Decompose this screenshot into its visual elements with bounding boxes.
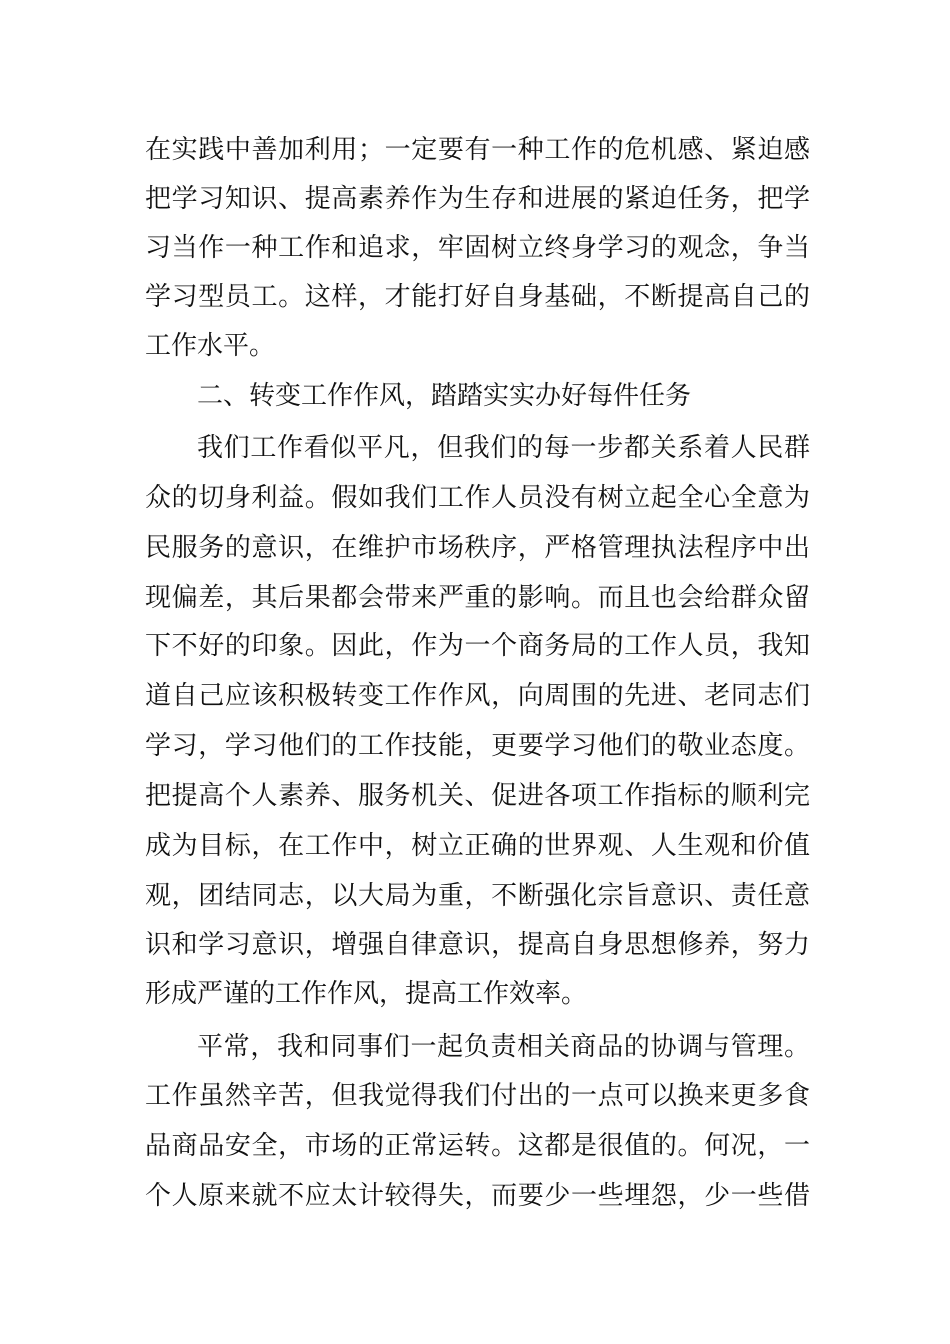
paragraph-3-line-3: 品商品安全，市场的正常运转。这都是很值的。何况，一 [145,1131,810,1161]
paragraph-2-line-5: 下不好的印象。因此，作为一个商务局的工作人员，我知 [145,631,810,661]
paragraph-2-line-7: 学习，学习他们的工作技能，更要学习他们的敬业态度。 [145,731,810,761]
paragraph-2-line-11: 识和学习意识，增强自律意识，提高自身思想修养，努力 [145,930,810,960]
paragraph-3-line-1: 平常，我和同事们一起负责相关商品的协调与管理。 [197,1032,810,1062]
paragraph-2-line-4: 现偏差，其后果都会带来严重的影响。而且也会给群众留 [145,583,810,613]
paragraph-3-line-2: 工作虽然辛苦，但我觉得我们付出的一点可以换来更多食 [145,1081,810,1111]
paragraph-2-line-2: 众的切身利益。假如我们工作人员没有树立起全心全意为 [145,483,810,513]
paragraph-2-line-9: 成为目标，在工作中，树立正确的世界观、人生观和价值 [145,831,810,861]
paragraph-2-line-1: 我们工作看似平凡，但我们的每一步都关系着人民群 [197,433,810,463]
paragraph-2-line-6: 道自己应该积极转变工作作风，向周围的先进、老同志们 [145,681,810,711]
paragraph-1-line-2: 把学习知识、提高素养作为生存和进展的紧迫任务，把学 [145,184,810,214]
paragraph-3-line-4: 个人原来就不应太计较得失，而要少一些埋怨，少一些借 [145,1181,810,1211]
section-heading: 二、转变工作作风，踏踏实实办好每件任务 [197,381,692,411]
paragraph-2-line-10: 观，团结同志，以大局为重，不断强化宗旨意识、责任意 [145,881,810,911]
paragraph-2-line-8: 把提高个人素养、服务机关、促进各项工作指标的顺利完 [145,781,810,811]
paragraph-1-line-1: 在实践中善加利用；一定要有一种工作的危机感、紧迫感 [145,135,810,165]
paragraph-1-line-5: 工作水平。 [145,331,276,361]
paragraph-1-line-3: 习当作一种工作和追求，牢固树立终身学习的观念，争当 [145,233,810,263]
paragraph-2-line-3: 民服务的意识，在维护市场秩序，严格管理执法程序中出 [145,533,810,563]
paragraph-1-line-4: 学习型员工。这样，才能打好自身基础，不断提高自己的 [145,282,810,312]
paragraph-2-line-12: 形成严谨的工作作风，提高工作效率。 [145,979,588,1009]
